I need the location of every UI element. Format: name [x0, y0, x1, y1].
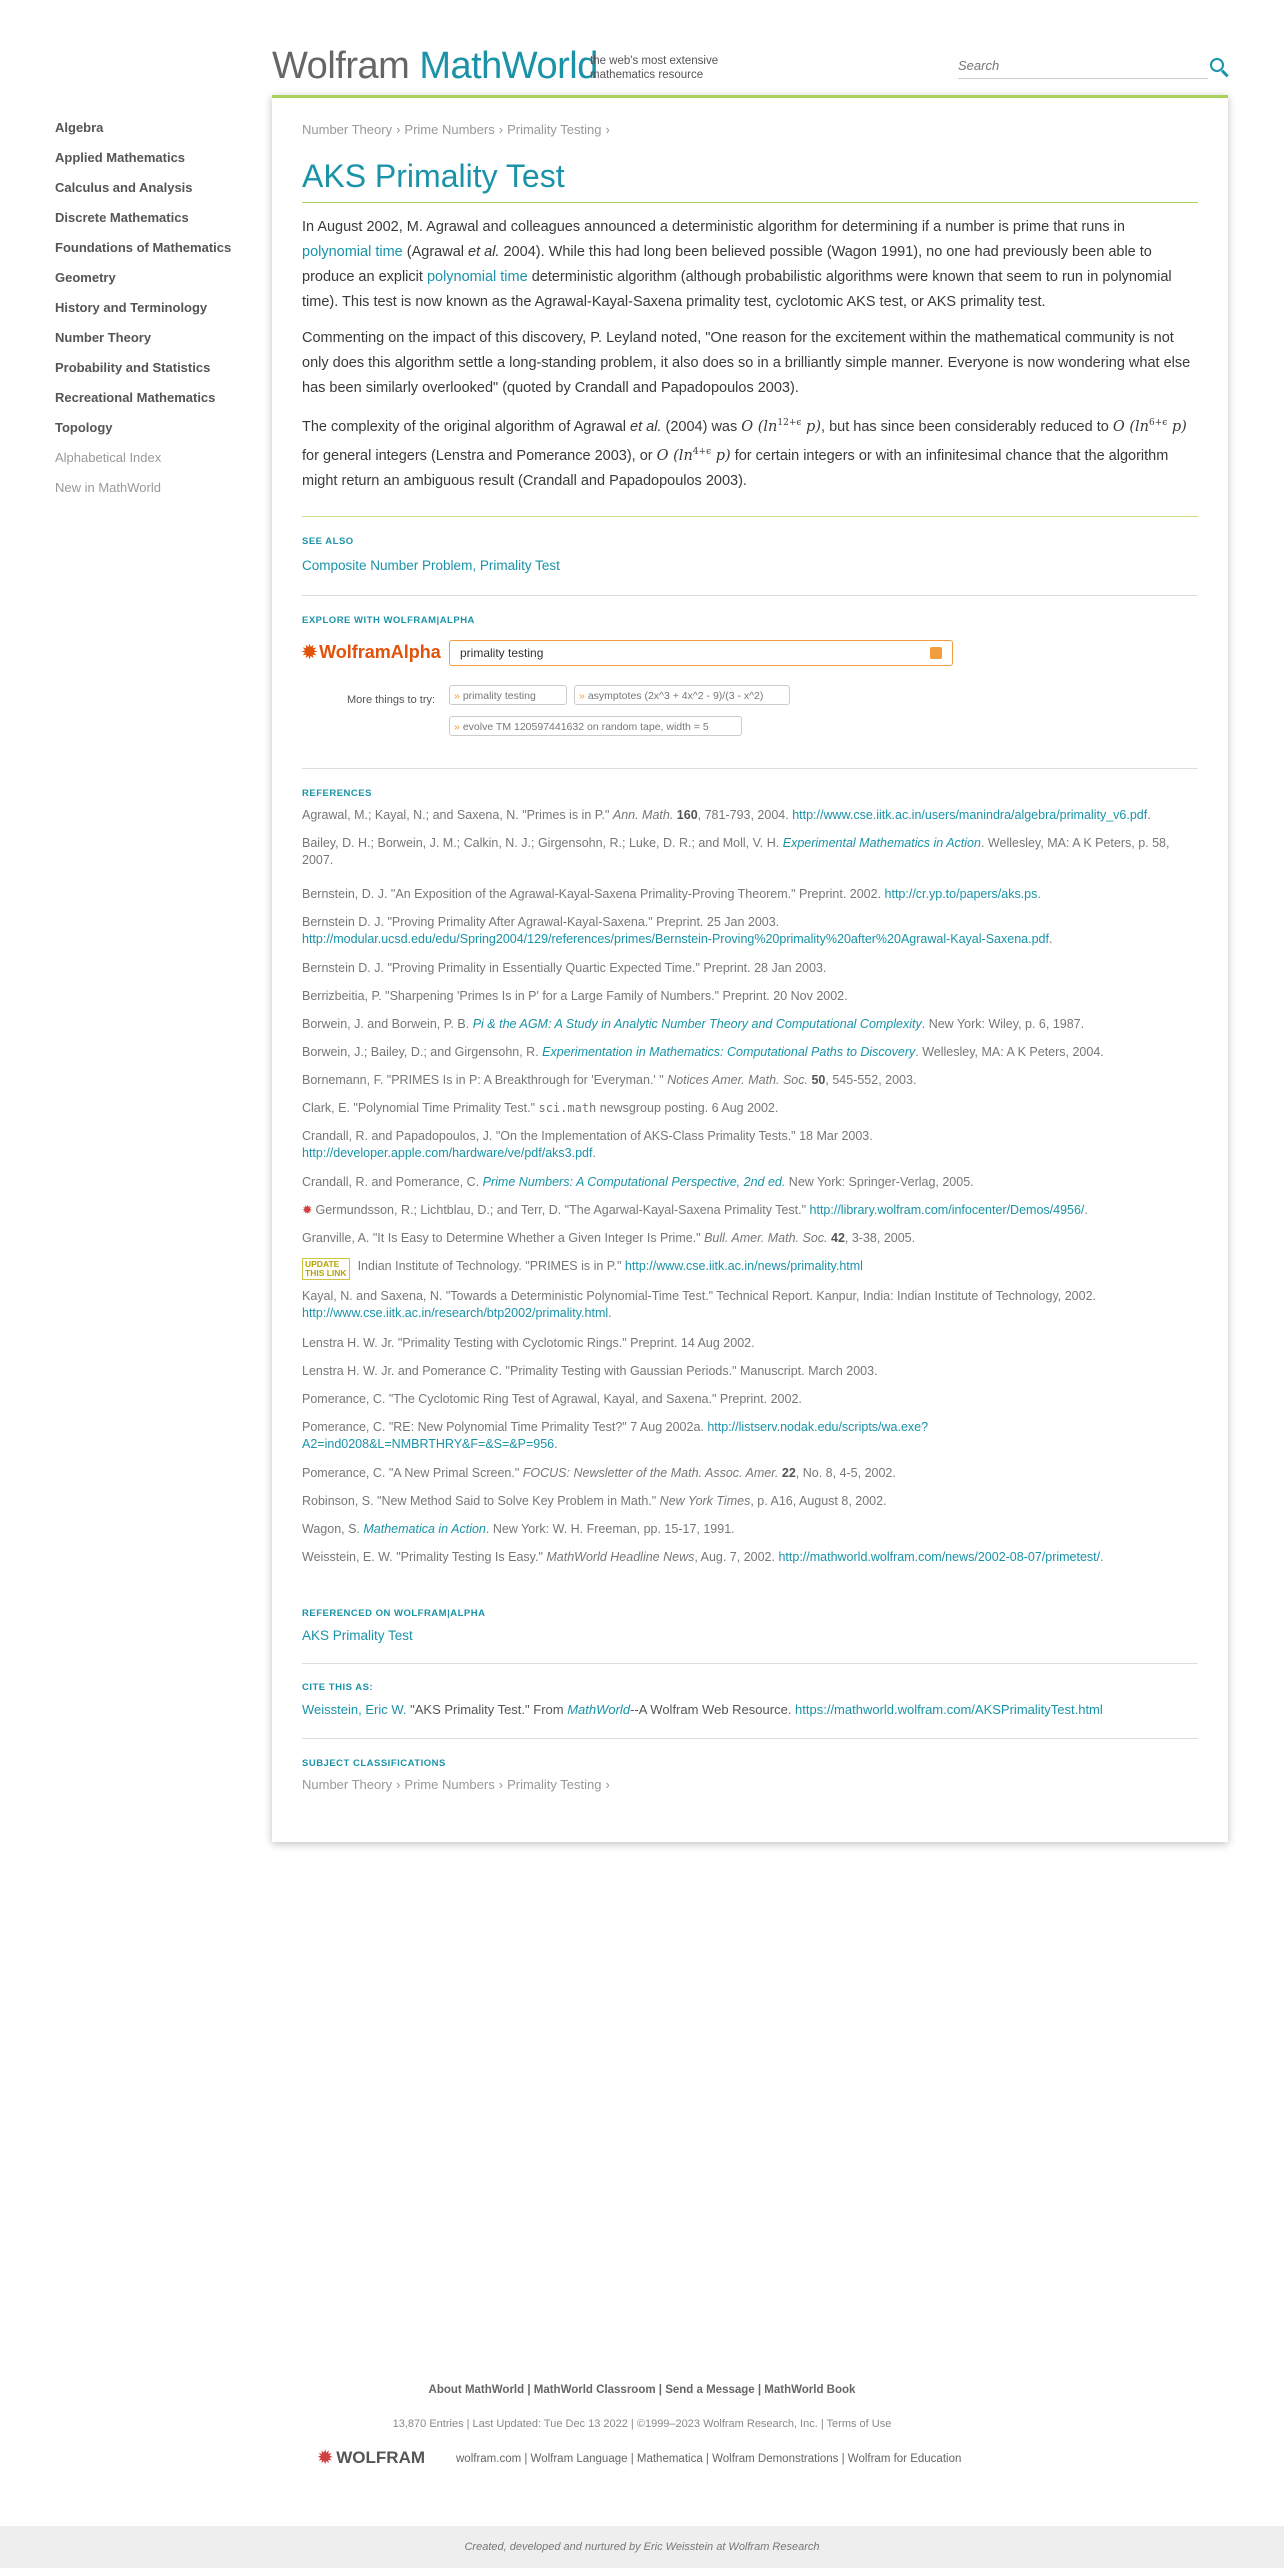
citation-text: Weisstein, Eric W. "AKS Primality Test." From MathWorld--A Wolfram Web Resource. https://mathworld.wolfram.com/AKSPrimalityTest.html [302, 1702, 1103, 1717]
suggestion-text: primality testing [462, 690, 536, 702]
section-divider [302, 1738, 1198, 1739]
wolfram-spikey-icon: ✹ [302, 1203, 313, 1217]
wolfram-alpha-submit-icon[interactable] [930, 647, 942, 659]
subject-prime-numbers[interactable]: Prime Numbers [404, 1777, 495, 1792]
search-icon[interactable] [1210, 58, 1224, 72]
complexity-formula-general: O ($\ln^{6+\epsilon}$ p) [1112, 418, 1187, 435]
breadcrumb-primality-testing[interactable]: Primality Testing [507, 122, 602, 137]
site-logo[interactable] [272, 44, 598, 88]
text: , but has since been considerably reduced to [821, 418, 1113, 435]
subject-number-theory[interactable]: Number Theory [302, 1777, 393, 1792]
wolfram-wordmark: WOLFRAM [336, 2448, 426, 2467]
text: The complexity of the original algorithm of Agrawal [302, 418, 631, 435]
breadcrumb: Number Theory › Prime Numbers › Primality Testing › [302, 122, 610, 137]
referenced-on-link[interactable]: AKS Primality Test [302, 1628, 413, 1643]
footer-info: 13,870 Entries | Last Updated: Tue Dec 13 2022 | ©1999–2023 Wolfram Research, Inc. | Terms of Use [392, 2418, 892, 2430]
text: (2004) was [661, 418, 742, 435]
suggestion-arrow-icon: » [454, 690, 460, 702]
sidebar-item-topology[interactable]: Topology [55, 420, 113, 435]
reference-item: Lenstra H. W. Jr. and Pomerance C. "Primality Testing with Gaussian Periods." Manuscript. March 2003. [302, 1364, 878, 1378]
primality-test-link[interactable]: Primality Test [479, 558, 560, 573]
reference-item: Pomerance, C. "The Cyclotomic Ring Test of Agrawal, Kayal, and Saxena." Preprint. 2002. [302, 1392, 802, 1406]
wolfram-alpha-input[interactable] [449, 640, 953, 666]
reference-link[interactable]: http://mathworld.wolfram.com/news/2002-08-07/primetest/ [778, 1550, 1101, 1564]
reference-link[interactable]: http://www.cse.iitk.ac.in/users/manindra/algebra/primality_v6.pdf [792, 808, 1148, 822]
text: (Agrawal [402, 244, 469, 260]
reference-link[interactable]: http://cr.yp.to/papers/aks.ps [884, 887, 1038, 901]
reference-item: ✹ Germundsson, R.; Lichtblau, D.; and Terr, D. "The Agarwal-Kayal-Saxena Primality Test." http://library.wolfram.com/infocenter/Demos/4956/. [302, 1203, 1088, 1217]
section-divider [302, 768, 1198, 769]
logo-mathworld: MathWorld [419, 45, 598, 87]
reference-item: Agrawal, M.; Kayal, N.; and Saxena, N. "Primes is in P." Ann. Math. 160, 781-793, 2004. http://www.cse.iitk.ac.in/users/manindra/algebra/primality_v6.pdf. [302, 808, 1151, 822]
sidebar [55, 118, 255, 508]
site-header [272, 44, 1228, 90]
search-box [958, 54, 1208, 79]
polynomial-time-link-2[interactable]: polynomial time [426, 269, 528, 285]
text: et al. [468, 244, 500, 260]
wolfram-alpha-input-value: primality testing [460, 646, 544, 660]
reference-item: Lenstra H. W. Jr. "Primality Testing with Cyclotomic Rings." Preprint. 14 Aug 2002. [302, 1336, 755, 1350]
breadcrumb-prime-numbers[interactable]: Prime Numbers [404, 122, 495, 137]
title-divider [302, 202, 1198, 203]
sidebar-item-applied-mathematics[interactable]: Applied Mathematics [55, 150, 186, 165]
reference-link[interactable]: http://www.cse.iitk.ac.in/research/btp2002/primality.html [302, 1306, 609, 1320]
page-title: AKS Primality Test [302, 158, 565, 194]
reference-item: Bernstein D. J. "Proving Primality in Essentially Quartic Expected Time." Preprint. 28 Jan 2003. [302, 961, 827, 975]
reference-book-link[interactable]: Mathematica in Action [363, 1522, 486, 1536]
site-tagline: the web's most extensive mathematics resource [590, 55, 719, 81]
reference-item: Bailey, D. H.; Borwein, J. M.; Calkin, N. J.; Girgensohn, R.; Luke, D. R.; and Moll, V. H. Experimental Mathematics in Action. Wellesley, MA: A K Peters, p. 58, 2007. [302, 836, 1170, 867]
section-divider [302, 595, 1198, 596]
see-also-links [302, 558, 560, 573]
update-link-badge[interactable]: UPDATE THIS LINK [302, 1258, 350, 1280]
reference-item: Crandall, R. and Papadopoulos, J. "On the Implementation of AKS-Class Primality Tests." 18 Mar 2003. http://developer.apple.com/hardware/ve/pdf/aks3.pdf. [302, 1129, 873, 1160]
text: 2004). While this had long been believed possible (Wagon 1991), no one had previously been able to produce an explicit [302, 244, 1152, 285]
reference-item: Crandall, R. and Pomerance, C. Prime Numbers: A Computational Perspective, 2nd ed. New York: Springer-Verlag, 2005. [302, 1175, 974, 1189]
more-things-label: More things to try: [347, 694, 436, 706]
paragraph-intro [302, 215, 1198, 315]
reference-item: Bernstein D. J. "Proving Primality After Agrawal-Kayal-Saxena." Preprint. 25 Jan 2003. http://modular.ucsd.edu/edu/Spring2004/129/references/primes/Bernstein-Proving%20primality%20after%20Agrawal-Kayal-Saxena.pdf. [302, 915, 1053, 946]
wolfram-alpha-wordmark: WolframAlpha [319, 642, 441, 662]
sidebar-item-foundations[interactable]: Foundations of Mathematics [55, 240, 232, 255]
sidebar-item-geometry[interactable]: Geometry [55, 270, 116, 285]
reference-book-link[interactable]: Prime Numbers: A Computational Perspective, 2nd ed. [482, 1175, 786, 1189]
reference-item: Kayal, N. and Saxena, N. "Towards a Deterministic Polynomial-Time Test." Technical Report. Kanpur, India: Indian Institute of Technology, 2002. http://www.cse.iitk.ac.in/research/btp2002/primality.html. [302, 1289, 1097, 1320]
citation-url-link[interactable]: https://mathworld.wolfram.com/AKSPrimalityTest.html [795, 1702, 1103, 1717]
reference-item: Borwein, J. and Borwein, P. B. Pi & the AGM: A Study in Analytic Number Theory and Computational Complexity. New York: Wiley, p. 6, 1987. [302, 1017, 1085, 1031]
sidebar-item-discrete-mathematics[interactable]: Discrete Mathematics [55, 210, 189, 225]
suggestion-arrow-icon: » [579, 690, 585, 702]
sidebar-item-algebra[interactable]: Algebra [55, 120, 104, 135]
sidebar-item-new-in-mathworld[interactable]: New in MathWorld [55, 480, 161, 495]
wolfram-alpha-star-icon: ✹ [302, 642, 318, 662]
complexity-formula-original: O ($\ln^{12+\epsilon}$ p) [741, 418, 822, 435]
reference-item: Bernstein, D. J. "An Exposition of the Agrawal-Kayal-Saxena Primality-Proving Theorem." Preprint. 2002. http://cr.yp.to/papers/aks.ps. [302, 887, 1041, 901]
reference-item: UPDATE THIS LINK Indian Institute of Technology. "PRIMES is in P." http://www.cse.iitk.ac.in/news/primality.html [302, 1258, 1198, 1280]
reference-link[interactable]: A2=ind0208&L=NMBRTHRY&F=&S=&P=956 [302, 1437, 555, 1451]
references-heading: REFERENCES [302, 788, 372, 799]
suggestion-chip[interactable] [574, 685, 790, 705]
sidebar-item-alphabetical-index[interactable]: Alphabetical Index [55, 450, 162, 465]
suggestion-text: evolve TM 120597441632 on random tape, width = 5 [462, 721, 709, 733]
suggestion-chip[interactable] [449, 716, 742, 736]
complexity-formula-certain: O ($\ln^{4+\epsilon}$ p) [656, 446, 731, 464]
paragraph-leyland-quote: Commenting on the impact of this discovery, P. Leyland noted, "One reason for the excitement within the mathematical community is not only does this algorithm settle a long-standing problem, it also does so in a brilliantly simple manner. Everyone is now wondering what else has been similarly overlooked" (quoted by Crandall and Papadopoulos 2003). [302, 330, 1191, 396]
breadcrumb-number-theory[interactable]: Number Theory [302, 122, 393, 137]
reference-item: Weisstein, E. W. "Primality Testing Is Easy." MathWorld Headline News, Aug. 7, 2002. http://mathworld.wolfram.com/news/2002-08-07/primetest/. [302, 1550, 1104, 1564]
bottom-credit-bar [0, 2526, 1284, 2568]
section-divider [302, 516, 1198, 517]
reference-book-link[interactable]: Pi & the AGM: A Study in Analytic Number Theory and Computational Complexity [472, 1017, 922, 1031]
composite-number-problem-link[interactable]: Composite Number Problem [302, 558, 473, 573]
wolfram-spikey-icon: ✹ [318, 2448, 333, 2467]
reference-item: Clark, E. "Polynomial Time Primality Test." sci.math newsgroup posting. 6 Aug 2002. [302, 1101, 779, 1115]
sidebar-item-probability[interactable]: Probability and Statistics [55, 360, 211, 375]
wolfram-alpha-logo[interactable] [302, 642, 441, 663]
reference-link[interactable]: http://developer.apple.com/hardware/ve/pdf/aks3.pdf [302, 1146, 593, 1160]
suggestion-arrow-icon: » [454, 721, 460, 733]
referenced-on-heading: REFERENCED ON WOLFRAM|ALPHA [302, 1608, 486, 1619]
wolfram-footer-links[interactable]: wolfram.com | Wolfram Language | Mathematica | Wolfram Demonstrations | Wolfram for Education [456, 2453, 962, 2465]
reference-link[interactable]: http://listserv.nodak.edu/scripts/wa.exe? [707, 1420, 929, 1434]
sidebar-item-recreational[interactable]: Recreational Mathematics [55, 390, 216, 405]
reference-item: Bornemann, F. "PRIMES Is in P: A Breakthrough for 'Everyman.' " Notices Amer. Math. Soc. 50, 545-552, 2003. [302, 1073, 917, 1087]
reference-item: Pomerance, C. "RE: New Polynomial Time Primality Test?" 7 Aug 2002a. http://listserv.nodak.edu/scripts/wa.exe? A2=ind0208&L=NMBRTHRY&F=&S=&P=956. [302, 1420, 929, 1451]
see-also-heading: SEE ALSO [302, 536, 354, 547]
text: for general integers (Lenstra and Pomerance 2003), or [302, 447, 657, 464]
cite-heading: CITE THIS AS: [302, 1682, 374, 1693]
sidebar-item-history[interactable]: History and Terminology [55, 300, 208, 315]
reference-book-link[interactable]: Experimentation in Mathematics: Computational Paths to Discovery [542, 1045, 916, 1059]
paragraph-complexity [302, 411, 1198, 494]
polynomial-time-link[interactable]: polynomial time [302, 244, 403, 260]
reference-item: Borwein, J.; Bailey, D.; and Girgensohn, R. Experimentation in Mathematics: Computational Paths to Discovery. Wellesley, MA: A K Peters, 2004. [302, 1045, 1104, 1059]
section-divider [302, 1663, 1198, 1664]
sidebar-item-number-theory[interactable]: Number Theory [55, 330, 152, 345]
text: for certain integers or with an infinitesimal chance that the algorithm might return an ambiguous result (Crandall and Papadopoulos 2003). [302, 447, 1169, 489]
reference-item: Wagon, S. Mathematica in Action. New York: W. H. Freeman, pp. 15-17, 1991. [302, 1522, 735, 1536]
subject-heading: SUBJECT CLASSIFICATIONS [302, 1758, 446, 1769]
reference-item: Robinson, S. "New Method Said to Solve Key Problem in Math." New York Times, p. A16, August 8, 2002. [302, 1494, 887, 1508]
author-link[interactable]: Weisstein, Eric W. [302, 1702, 407, 1717]
separator: , [472, 558, 480, 573]
reference-link[interactable]: http://www.cse.iitk.ac.in/news/primality.html [624, 1259, 863, 1273]
text: et al. [630, 418, 662, 435]
explore-heading: EXPLORE WITH WOLFRAM|ALPHA [302, 615, 475, 626]
search-input[interactable] [958, 54, 1188, 77]
credit-text: Created, developed and nurtured by Eric Weisstein at Wolfram Research [464, 2541, 820, 2553]
reference-book-link[interactable]: Experimental Mathematics in Action [782, 836, 981, 850]
sidebar-item-calculus-analysis[interactable]: Calculus and Analysis [55, 180, 193, 195]
subject-breadcrumb: Number Theory › Prime Numbers › Primality Testing › [302, 1777, 610, 1792]
text: In August 2002, M. Agrawal and colleagues announced a deterministic algorithm for determining if a number is prime that runs in [302, 219, 1125, 235]
reference-item: Berrizbeitia, P. "Sharpening 'Primes Is in P' for a Large Family of Numbers." Preprint. 20 Nov 2002. [302, 989, 848, 1003]
text: deterministic algorithm (although probabilistic algorithms were known that seem to run in polynomial time). This test is now known as the Agrawal-Kayal-Saxena primality test, cyclotomic AKS test, or AKS primality test. [302, 269, 1172, 310]
reference-link[interactable]: http://library.wolfram.com/infocenter/Demos/4956/ [809, 1203, 1085, 1217]
main-panel [272, 95, 1228, 1842]
reference-link[interactable]: http://modular.ucsd.edu/edu/Spring2004/129/references/primes/Bernstein-Proving%20primality%20after%20Agrawal-Kayal-Saxena.pdf [302, 932, 1049, 946]
suggestion-chip[interactable] [449, 685, 567, 705]
suggestion-text: asymptotes (2x^3 + 4x^2 - 9)/(3 - x^2) [587, 690, 764, 702]
subject-primality-testing[interactable]: Primality Testing [507, 1777, 602, 1792]
reference-item: Pomerance, C. "A New Primal Screen." FOCUS: Newsletter of the Math. Assoc. Amer. 22, No. 8, 4-5, 2002. [302, 1466, 896, 1480]
reference-item: Granville, A. "It Is Easy to Determine Whether a Given Integer Is Prime." Bull. Amer. Math. Soc. 42, 3-38, 2005. [302, 1231, 916, 1245]
footer-links[interactable]: About MathWorld | MathWorld Classroom | Send a Message | MathWorld Book [428, 2384, 856, 2396]
logo-wolfram: Wolfram [272, 45, 420, 87]
wolfram-footer-logo[interactable] [318, 2448, 425, 2468]
